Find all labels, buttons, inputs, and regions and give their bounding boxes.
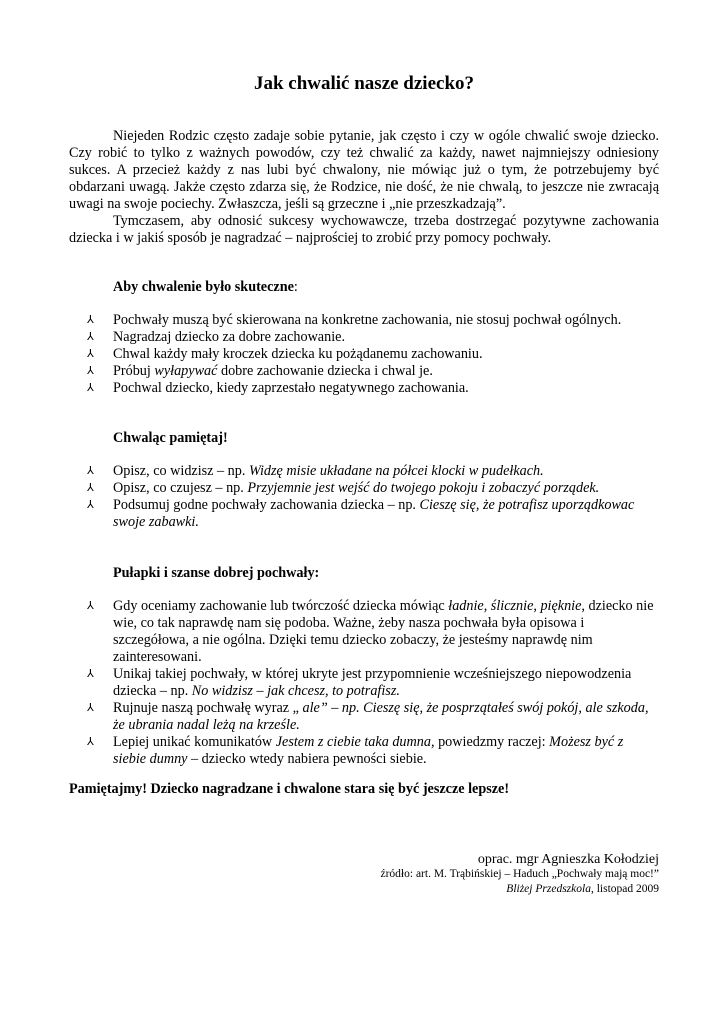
bullet-icon: ⅄ — [87, 331, 94, 343]
intro-section — [69, 128, 659, 247]
section-heading-remember: Chwaląc pamiętaj! — [113, 430, 228, 446]
bullet-icon: ⅄ — [87, 465, 94, 477]
section-heading-traps: Pułapki i szanse dobrej pochwały: — [113, 565, 320, 581]
bullet-icon: ⅄ — [87, 668, 94, 680]
bullet-icon: ⅄ — [87, 702, 94, 714]
list-item: ⅄ Opisz, co widzisz – np. Widzę misie układane na półcei klocki w pudełkach. — [87, 463, 544, 479]
bullet-icon: ⅄ — [87, 736, 94, 748]
list-item: ⅄ Pochwal dziecko, kiedy zaprzestało negatywnego zachowania. — [87, 380, 469, 396]
list-item: ⅄ Nagradzaj dziecko za dobre zachowanie. — [87, 329, 345, 345]
author-credit: oprac. mgr Agnieszka Kołodziej — [477, 852, 659, 867]
bullet-icon: ⅄ — [87, 499, 94, 511]
list-item: ⅄ Próbuj wyłapywać dobre zachowanie dziecka i chwal je. — [87, 363, 433, 379]
bullet-icon: ⅄ — [87, 314, 94, 326]
list-item: ⅄ Lepiej unikać komunikatów Jestem z ciebie taka dumna, powiedzmy raczej: Możesz być z siebie dumny – dziecko wtedy nabiera pewności siebie. — [87, 734, 624, 767]
page-title: Jak chwalić nasze dziecko? — [253, 73, 475, 94]
bullet-icon: ⅄ — [87, 365, 94, 377]
list-item: ⅄ Unikaj takiej pochwały, w której ukryte jest przypomnienie wcześniejszego niepowodzenia dziecka – np. No widzisz – jak chcesz, to potrafisz. — [87, 666, 632, 699]
bullet-icon: ⅄ — [87, 482, 94, 494]
bullet-icon: ⅄ — [87, 382, 94, 394]
list-traps — [69, 598, 659, 768]
closing-statement: Pamiętajmy! Dziecko nagradzane i chwalone stara się być jeszcze lepsze! — [69, 781, 510, 797]
source-publication: Bliżej Przedszkola, listopad 2009 — [506, 883, 659, 895]
list-item: ⅄ Pochwały muszą być skierowana na konkretne zachowania, nie stosuj pochwał ogólnych. — [87, 312, 622, 328]
list-item: ⅄ Chwal każdy mały kroczek dziecka ku pożądanemu zachowaniu. — [87, 346, 483, 362]
list-item: ⅄ Podsumuj godne pochwały zachowania dziecka – np. Cieszę się, że potrafisz uporządkowac swoje zabawki. — [87, 497, 635, 530]
intro-paragraph-1: Niejeden Rodzic często zadaje sobie pytanie, jak często i czy w ogóle chwalić swoje dziecko. Czy robić to tylko z ważnych powodów, czy też chwalić za każdy, nawet najmniejszy odniesiony sukces. A przecież każdy z nas lubi być chwalony, nie mówiąc już o tym, że potrzebujemy być obdarzani uwagą. Jakże często zdarza się, że Rodzice, nie dość, że nie chwalą, to jeszcze nie zwracają uwagi na swoje pociechy. Zwłaszcza, jeśli są grzeczne i „nie przeszkadzają”. — [69, 128, 659, 212]
bullet-icon: ⅄ — [87, 600, 94, 612]
list-item: ⅄ Rujnuje naszą pochwałę wyraz „ ale” – np. Cieszę się, że posprzątałeś swój pokój, ale szkoda, że ubrania nadal leżą na krześle. — [87, 700, 649, 733]
source-citation: źródło: art. M. Trąbińskiej – Haduch „Pochwały mają moc!” — [380, 868, 659, 880]
bullet-icon: ⅄ — [87, 348, 94, 360]
intro-paragraph-2: Tymczasem, aby odnosić sukcesy wychowawcze, trzeba dostrzegać pozytywne zachowania dziecka i w jakiś sposób je nagradzać – najprościej to zrobić przy pomocy pochwały. — [69, 213, 659, 246]
list-item: ⅄ Opisz, co czujesz – np. Przyjemnie jest wejść do twojego pokoju i zobaczyć porządek. — [87, 480, 600, 496]
list-remember — [69, 463, 659, 531]
section-heading-effective-praise: Aby chwalenie było skuteczne: — [113, 279, 298, 295]
list-item: ⅄ Gdy oceniamy zachowanie lub twórczość dziecka mówiąc ładnie, ślicznie, pięknie, dziecko nie wie, co tak naprawdę nam się podoba. Ważne, żeby nasza pochwała była opisowa i szczegółowa, a nie ogólna. Dzięki temu dziecko zobaczy, że jesteśmy naprawdę nim zainteresowani. — [87, 598, 654, 665]
list-effective-praise — [69, 312, 659, 397]
